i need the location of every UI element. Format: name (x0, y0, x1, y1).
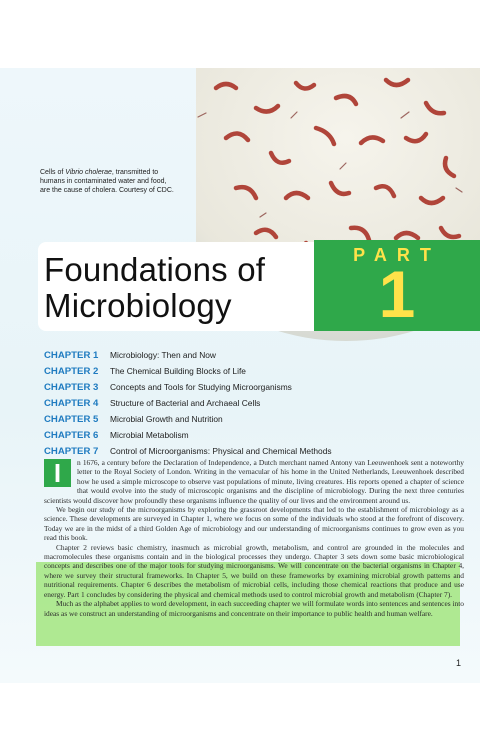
chapter-number: CHAPTER 3 (44, 381, 99, 393)
part-badge (314, 240, 480, 331)
chapter-list (44, 347, 464, 459)
caption-line-3: are the cause of cholera. Courtesy of CDC. (40, 187, 174, 194)
title-line-1: Foundations of (44, 251, 266, 288)
chapter-number: CHAPTER 7 (44, 445, 99, 457)
part-label: PART (353, 245, 441, 265)
chapter-number: CHAPTER 5 (44, 413, 99, 425)
chapter-row[interactable] (44, 347, 464, 363)
drop-cap: I (44, 459, 71, 487)
chapter-number: CHAPTER 6 (44, 429, 99, 441)
chapter-title: Structure of Bacterial and Archaeal Cells (110, 398, 261, 408)
chapter-number: CHAPTER 4 (44, 397, 99, 409)
paragraph-2: We begin our study of the microorganisms by exploring the grassroot developments that led to the establishment of microbiology as a science. These developments are surveyed in Chapter 1, where we focus on some of the individuals who stood at the forefront of discovery. Today we are in the midst of a third Golden Age of microbiology and our understanding of microorganisms continues to grow even as you read this book. (44, 505, 464, 543)
chapter-title: The Chemical Building Blocks of Life (110, 366, 246, 376)
chapter-title: Microbiology: Then and Now (110, 350, 216, 360)
paragraph-1 (44, 458, 464, 505)
chapter-row[interactable] (44, 411, 464, 427)
caption-prefix: Cells of (40, 169, 66, 176)
title-line-2: Microbiology (44, 287, 232, 324)
chapter-title: Microbial Growth and Nutrition (110, 414, 223, 424)
caption-line-2: humans in contaminated water and food, (40, 178, 167, 185)
caption-species: Vibrio cholerae (65, 169, 112, 176)
intro-text (44, 458, 464, 618)
photo-caption (40, 168, 210, 195)
caption-suffix: , transmitted to (111, 169, 159, 176)
chapter-number: CHAPTER 1 (44, 349, 99, 361)
part-number: 1 (378, 257, 416, 331)
chapter-number: CHAPTER 2 (44, 365, 99, 377)
chapter-title: Concepts and Tools for Studying Microorganisms (110, 382, 292, 392)
chapter-title: Control of Microorganisms: Physical and Chemical Methods (110, 446, 332, 456)
chapter-title: Microbial Metabolism (110, 430, 189, 440)
book-page (0, 68, 480, 683)
chapter-row[interactable] (44, 363, 464, 379)
chapter-row[interactable] (44, 395, 464, 411)
chapter-row[interactable] (44, 443, 464, 459)
paragraph-3: Chapter 2 reviews basic chemistry, inasmuch as microbial growth, metabolism, and control are grounded in the molecules and macromolecules these organisms contain and in the biological processes they undergo. Chapter 3 sets down some basic microbiological concepts and describes one of the major tools for studying microorganisms. We will concentrate on the bacterial organisms in Chapter 4, where we survey their structural frameworks. In Chapter 5, we build on these frameworks by examining microbial growth patterns and nutritional requirements. Chapter 6 describes the metabolism of microbial cells, including those chemical reactions that produce and use energy. Part 1 concludes by considering the physical and chemical methods used to control microbial growth and metabolism (Chapter 7). (44, 542, 464, 599)
chapter-row[interactable] (44, 427, 464, 443)
page-number: 1 (456, 658, 462, 668)
page-title (44, 252, 314, 324)
paragraph-4: Much as the alphabet applies to word development, in each succeeding chapter we will formulate words into sentences and sentences into ideas as we construct an understanding of microorganisms and concentrate on their importance to public health and human welfare. (44, 599, 464, 618)
paragraph-1-text: n 1676, a century before the Declaration of Independence, a Dutch merchant named Antony van Leeuwenhoek sent a noteworthy letter to the Royal Society of London. Writing in the vernacular of his home in the United Netherlands, Leeuwenhoek described how he used a simple microscope to observe vast populations of minute, living creatures. His reports opened a chapter of science that would evolve into the study of microscopic organisms and the discipline of microbiology. During the next three centuries scientists would discover how profoundly these organisms influence the quality of our lives and the environment around us. (44, 458, 464, 505)
chapter-row[interactable] (44, 379, 464, 395)
